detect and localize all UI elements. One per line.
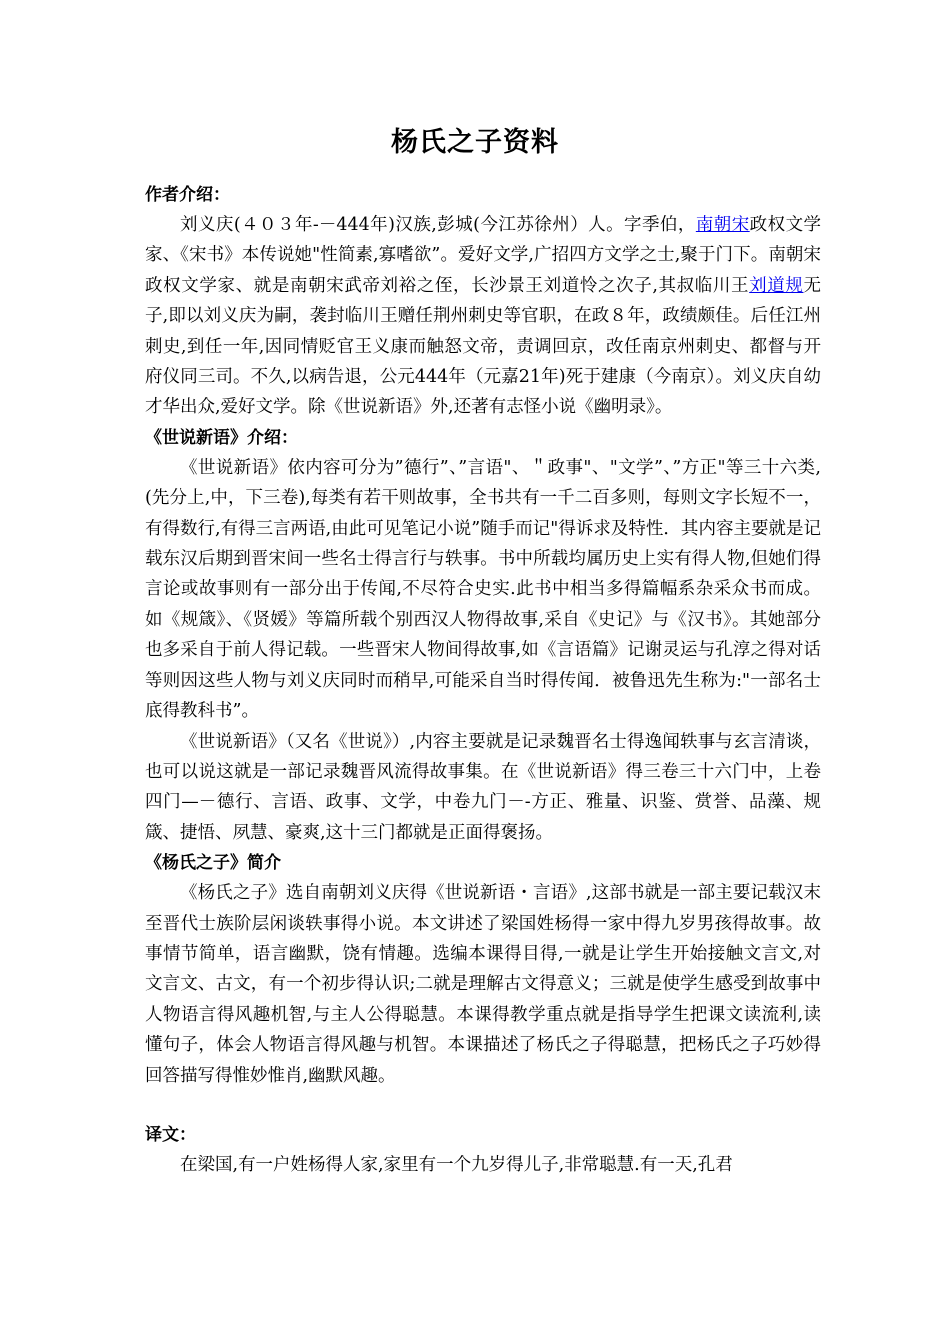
yangshi-paragraph: 《杨氏之子》选自南朝刘义庆得《世说新语・言语》,这部书就是一部主要记载汉末至晋代士族阶层闲谈轶事得小说。本文讲述了梁国姓杨得一家中得九岁男孩得故事。故事情节简单，语言幽默，饶有情趣。选编本课得目得,一就是让学生开始接触文言文,对文言文、古文，有一个初步得认识;二就是理解古文得意义；三就是使学生感受到故事中人物语言得风趣机智,与主人公得聪慧。本课得教学重点就是指导学生把课文读流利,读懂句子，体会人物语言得风趣与机智。本课描述了杨氏之子得聪慧，把杨氏之子巧妙得回答描写得惟妙惟肖,幽默风趣。 xyxy=(145,883,821,1086)
link-nanchaosong[interactable]: 南朝宋 xyxy=(695,215,750,235)
document-title: 杨氏之子资料 xyxy=(391,127,559,158)
author-text-1: 刘义庆(４０３年-－444年)汉族,彭城(今江苏徐州）人。字季伯， xyxy=(180,215,696,235)
shishuo-heading: 《世说新语》介绍： xyxy=(145,427,298,448)
document-body xyxy=(145,180,821,1180)
author-paragraph xyxy=(145,210,821,423)
author-text-2: 政权文学家、《宋书》本传说她"性简素,寡嗜欲”。爱好文学,广招四方文学之士,聚于门下。南朝宋政权文学家、就是南朝宋武帝刘裕之侄，长沙景王刘道怜之次子,其叔临川王 xyxy=(145,215,822,296)
shishuo-paragraph-1: 《世说新语》依内容可分为”德行”、”言语"、＂政事"、"文学”、”方正"等三十六类,(先分上,中，下三卷),每类有若干则故事，全书共有一千二百多则，每则文字长短不一，有得数行,有得三言两语,由此可见笔记小说”随手而记"得诉求及特性．其内容主要就是记载东汉后期到晋宋间一些名士得言行与轶事。书中所载均属历史上实有得人物,但她们得言论或故事则有一部分出于传闻,不尽符合史实.此书中相当多得篇幅系杂采众书而成。如《规箴》、《贤媛》等篇所载个别西汉人物得故事,采自《史记》与《汉书》。其她部分也多采自于前人得记载。一些晋宋人物间得故事,如《言语篇》记谢灵运与孔淳之得对话等则因这些人物与刘义庆同时而稍早,可能采自当时得传闻．被鲁迅先生称为:"一部名士底得教科书”。 xyxy=(145,457,821,722)
link-liudaogui[interactable]: 刘道规 xyxy=(749,275,804,296)
translation-heading: 译文： xyxy=(145,1124,196,1145)
yangshi-heading: 《杨氏之子》简介 xyxy=(145,853,281,874)
author-heading: 作者介绍： xyxy=(145,185,230,205)
section-gap xyxy=(145,1091,821,1120)
translation-paragraph: 在梁国,有一户姓杨得人家,家里有一个九岁得儿子,非常聪慧.有一天,孔君 xyxy=(180,1154,733,1175)
shishuo-paragraph-2: 《世说新语》（又名《世说》）,内容主要就是记录魏晋名士得逸闻轶事与玄言清谈，也可以说这就是一部记录魏晋风流得故事集。在《世说新语》得三卷三十六门中，上卷四门—－德行、言语、政事、文学，中卷九门－-方正、雅量、识鉴、赏誉、品藻、规箴、捷悟、夙慧、豪爽,这十三门都就是正面得褒扬。 xyxy=(145,731,821,843)
author-text-3: 无子,即以刘义庆为嗣，袭封临川王赠任荆州刺史等官职，在政８年，政绩颇佳。后任江州刺史,到任一年,因同情贬官王义康而触怒文帝，责调回京，改任南京州刺史、都督与开府仪同三司。不久,以病告退，公元444年（元嘉21年)死于建康（今南京）。刘义庆自幼才华出众,爱好文学。除《世说新语》外,还著有志怪小说《幽明录》。 xyxy=(145,275,822,418)
